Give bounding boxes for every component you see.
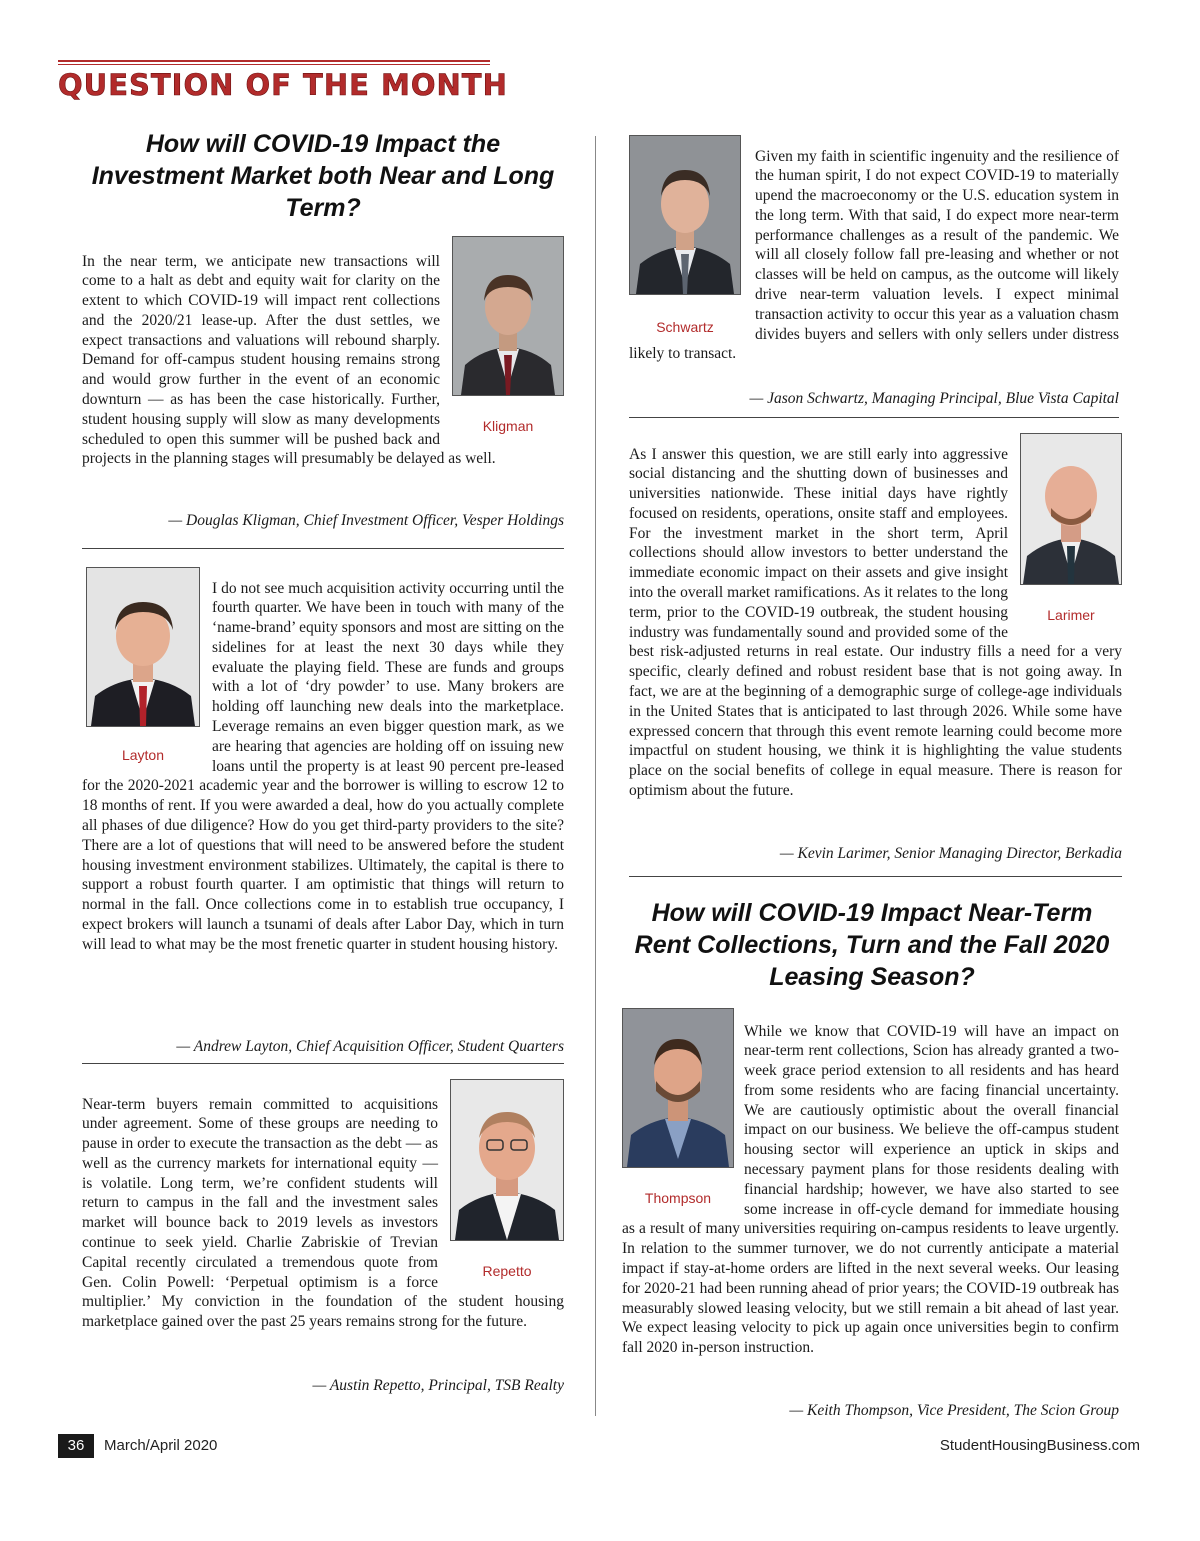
page-number: 36 [58, 1434, 94, 1458]
issue-date: March/April 2020 [104, 1437, 218, 1454]
kligman-caption: Kligman [482, 418, 534, 434]
larimer-attribution: — Kevin Larimer, Senior Managing Director, Berkadia [779, 845, 1122, 862]
repetto-attribution: — Austin Repetto, Principal, TSB Realty [312, 1377, 564, 1394]
repetto-caption: Repetto [482, 1263, 532, 1279]
kligman-block [82, 236, 564, 485]
thompson-photo-frame [622, 1008, 734, 1206]
thompson-portrait-image [623, 1009, 733, 1167]
layton-photo-frame [86, 567, 200, 763]
kligman-photo [452, 236, 564, 396]
kligman-portrait-image [453, 237, 563, 395]
divider-rule [629, 876, 1122, 877]
kligman-answer: In the near term, we anticipate new transactions will come to a halt as debt and equity wait for clarity on the extent to which COVID-19 will impact rent collections and the 2020/21 lease-up. After the dust settles, we expect transactions and valuations will rebound sharply. Demand for off-campus student housing remains strong and would grow further in the event of an economic downturn — as has been the case historically. Further, student housing supply will slow as many developments scheduled to open this summer will be pushed back and projects in the planning stages will presumably be delayed as well. [82, 252, 496, 468]
larimer-caption: Larimer [1047, 607, 1095, 623]
layton-portrait-image [87, 568, 199, 726]
layton-caption: Layton [121, 747, 165, 763]
schwartz-attribution: — Jason Schwartz, Managing Principal, Blue Vista Capital [749, 390, 1119, 407]
thompson-photo [622, 1008, 734, 1168]
q2-headline: How will COVID-19 Impact Near-Term Rent Collections, Turn and the Fall 2020 Leasing Season? [634, 899, 1110, 991]
thompson-block [622, 1006, 1119, 1374]
divider-rule [82, 548, 564, 549]
schwartz-answer: Given my faith in scientific ingenuity and the resilience of the human spirit, I do not expect COVID-19 to materially upend the macroeconomy or the U.S. education system in the long term. With that said, I do expect more near-term performance challenges as a result of the pandemic. We will all closely follow fall pre-leasing and whether or not classes will be held on campus, as the outcome will likely drive near-term valuation levels. I expect minimal transaction activity to occur this year as a valuation chasm divides buyers and sellers with only sellers under distress likely to transact. [629, 147, 1119, 363]
divider-rule [629, 417, 1119, 418]
layton-block [82, 563, 564, 970]
kligman-photo-frame [452, 236, 564, 434]
layton-attribution: — Andrew Layton, Chief Acquisition Officer, Student Quarters [176, 1038, 564, 1055]
repetto-block [82, 1079, 564, 1348]
repetto-answer: Near-term buyers remain committed to acquisitions under agreement. Some of these groups are needing to pause in order to execute the transaction as the debt — as well as the currency markets for international equity — is volatile. Long term, we’re confident students will return to campus in the fall and the investment sales market will bounce back to 2019 levels as investors continue to seek yield. Charlie Zabriskie of Trevian Capital recently circulated a tremendous quote from Gen. Colin Powell: ‘Perpetual optimism is a force multiplier.’ My conviction in the foundation of the student housing marketplace gained over the past 25 years remains strong for the future. [82, 1095, 564, 1331]
divider-rule [82, 1063, 564, 1064]
repetto-photo [450, 1079, 564, 1241]
schwartz-photo [629, 135, 741, 295]
layton-answer: I do not see much acquisition activity occurring until the fourth quarter. We have been in touch with many of the ‘name-brand’ equity sponsors and most are sitting on the sidelines for at least the next 30 days while they evaluate the playing field. These are funds and groups with a lot of ‘dry powder’ to use. Many brokers are holding off launching new deals into the marketplace. Leverage remains an even bigger question mark, as we are hearing that agencies are holding off on issuing new loans until the property is at least 90 percent pre-leased for the 2020-2021 academic year and the borrower is willing to escrow 12 to 18 months of rent. If you were awarded a deal, how do you actually complete all phases of due diligence? How do you get third-party providers to the site? There are a lot of questions that will need to be answered before the student housing investment environment stabilizes. Ultimately, the capital is there to support a robust fourth quarter. I am optimistic that things will return to normal in the fall. Once collections come in to establish true occupancy, I expect brokers will launch a tsunami of deals after Labor Day, which in turn will lead to what may be the most frenetic quarter in student housing history. [82, 579, 564, 953]
larimer-photo-frame [1020, 433, 1122, 623]
larimer-block [629, 429, 1122, 816]
schwartz-photo-frame [629, 135, 741, 335]
q1-headline: How will COVID-19 Impact the Investment Market both Near and Long Term? [91, 130, 555, 222]
kligman-attribution: — Douglas Kligman, Chief Investment Officer, Vesper Holdings [168, 512, 564, 529]
schwartz-caption: Schwartz [656, 319, 714, 335]
layton-photo [86, 567, 200, 727]
schwartz-portrait-image [630, 136, 740, 294]
thompson-caption: Thompson [644, 1190, 712, 1206]
repetto-photo-frame [450, 1079, 564, 1279]
larimer-portrait-image [1021, 434, 1121, 584]
schwartz-block [629, 131, 1119, 380]
website-link[interactable]: StudentHousingBusiness.com [939, 1437, 1140, 1454]
section-title: QUESTION OF THE MONTH [58, 68, 508, 102]
thompson-attribution: — Keith Thompson, Vice President, The Scion Group [789, 1402, 1119, 1419]
header-rule [58, 60, 490, 62]
column-divider [595, 136, 596, 1416]
larimer-answer: As I answer this question, we are still early into aggressive social distancing and the shutting down of businesses and universities nationwide. These initial days have rightly focused on residents, operations, onsite staff and employees. For the investment market in the short term, April collections should allow investors to better understand the immediate economic impact on their assets and give insight into the overall market ramifications. As it relates to the long term, prior to the COVID-19 outbreak, the student housing industry was fundamentally sound and provided some of the best risk-adjusted returns in real estate. Our industry fills a need for a very specific, clearly defined and robust resident base that is not going away. In fact, we are at the beginning of a demographic surge of college-age individuals in the United States that is anticipated to last through 2026. While some have expressed concern that through this event remote learning could become more impactful on student housing, we think it is highlighting the value students place on the social benefits of college in equal measure. There is reason for optimism about the future. [629, 445, 1122, 800]
repetto-portrait-image [451, 1080, 563, 1240]
larimer-photo [1020, 433, 1122, 585]
thompson-answer: While we know that COVID-19 will have an impact on near-term rent collections, Scion has already granted a two-week grace period extension to all residents and has heard from some residents who are facing financial uncertainty. We are cautiously optimistic about the overall financial impact on our business. We believe the off-campus student housing sector will experience an uptick in skips and necessary payment plans for those residents dealing with financial hardship; however, we have also started to see some increase in off-cycle demand for immediate housing as a result of many universities requiring on-campus residents to leave urgently. In relation to the summer turnover, we do not currently anticipate a material impact if stay-at-home orders are lifted in the next several weeks. Our leasing for 2020-21 had been running ahead of prior years; the COVID-19 outbreak has measurably slowed leasing velocity, but we still remain a bit ahead of last year. We expect leasing velocity to pick up again once universities begin to confirm fall 2020 in-person instruction. [622, 1022, 1119, 1357]
header-rule-thin [58, 64, 490, 65]
